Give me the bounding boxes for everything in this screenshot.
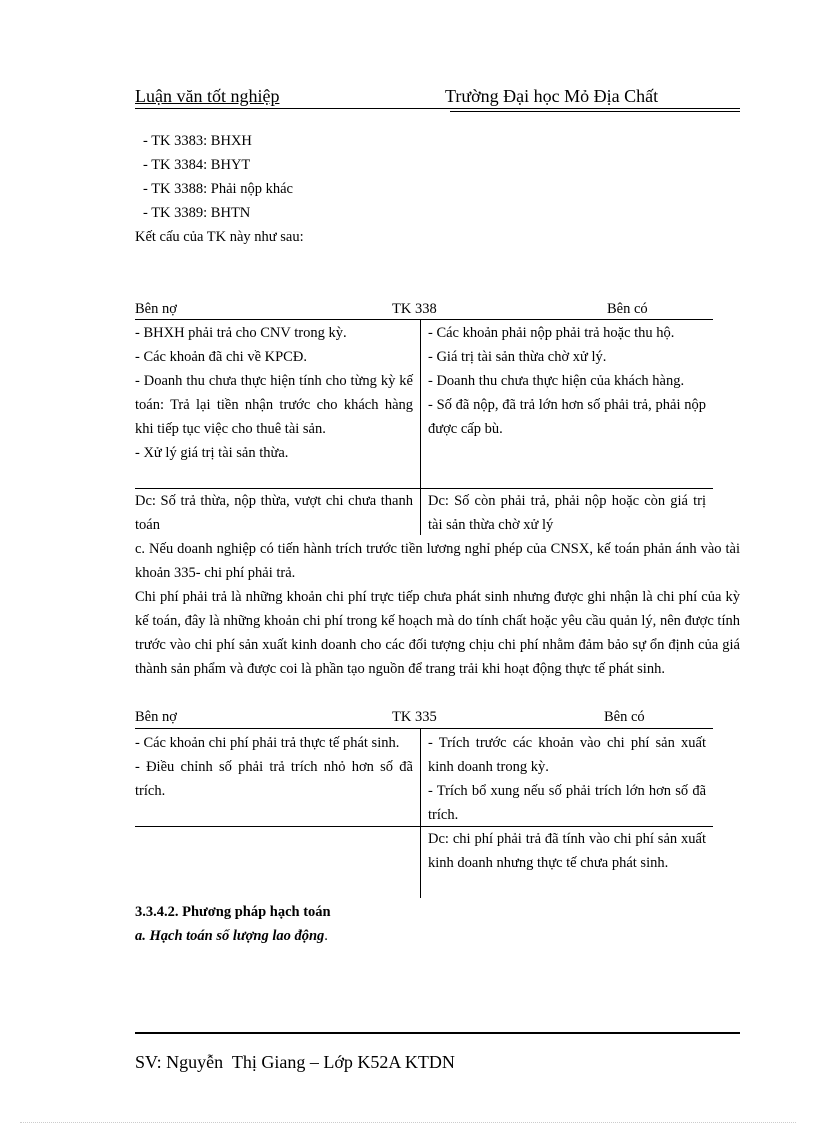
t335-credit-label: Bên có	[604, 709, 645, 725]
t338-debit-line: - BHXH phải trả cho CNV trong kỳ.	[135, 325, 347, 341]
footer-rule	[135, 1032, 740, 1034]
t338-credit-col	[428, 321, 706, 441]
paragraph-c: c. Nếu doanh nghiệp có tiến hành trích trước tiền lương nghỉ phép của CNSX, kế toán phản ánh vào tài khoản 335- chi phí phải trả.	[135, 541, 740, 581]
t335-debit-line: - Các khoản chi phí phải trả thực tế phát sinh.	[135, 735, 400, 751]
t335-credit-col	[428, 731, 706, 827]
header-thesis-label: Luận văn tốt nghiệp	[135, 86, 280, 106]
t338-credit-balance: Dc: Số còn phải trả, phải nộp hoặc còn giá trị tài sản thừa chờ xử lý	[428, 493, 706, 533]
t338-credit-line: - Giá trị tài sản thừa chờ xử lý.	[428, 349, 607, 365]
t338-credit-label: Bên có	[607, 301, 648, 317]
t338-debit-line: - Xử lý giá trị tài sản thừa.	[135, 445, 289, 461]
header-rule	[135, 108, 740, 109]
subsection-heading: a. Hạch toán số lượng lao động	[135, 928, 325, 944]
t335-account: TK 335	[392, 709, 437, 725]
header-rule-double	[450, 111, 740, 112]
t338-debit-col	[135, 321, 413, 465]
subsection-heading-line	[135, 924, 328, 948]
account-3389: - TK 3389: BHTN	[143, 205, 251, 221]
account-3388: - TK 3388: Phải nộp khác	[143, 181, 293, 197]
header-university: Trường Đại học Mỏ Địa Chất	[445, 86, 659, 106]
t338-account: TK 338	[392, 301, 437, 317]
paragraph-definition: Chi phí phải trả là những khoản chi phí trực tiếp chưa phát sinh nhưng được ghi nhận là chi phí của kỳ kế toán, đây là những khoản chi phí trong kế hoạch mà do tính chất hoặc yêu cầu quản lý, nên được tính trước vào chi phí sản xuất kinh doanh cho các đối tượng chịu chi phí nhằm đảm bảo sự ổn định của giá thành sản phẩm và được coi là phần tạo nguồn để trang trải khi hoạt động thực tế phát sinh.	[135, 589, 740, 677]
t335-debit-label: Bên nợ	[135, 709, 177, 725]
t338-debit-label: Bên nợ	[135, 301, 177, 317]
section-heading: 3.3.4.2. Phương pháp hạch toán	[135, 904, 331, 920]
subsection-tail: .	[324, 928, 328, 944]
t338-debit-line: - Doanh thu chưa thực hiện tính cho từng kỳ kế toán: Trả lại tiền nhận trước cho khách hàng khi tiếp tục việc cho thuê tài sản.	[135, 373, 413, 437]
t338-debit-balance: Dc: Số trả thừa, nộp thừa, vượt chi chưa thanh toán	[135, 493, 413, 533]
t338-credit-line: - Doanh thu chưa thực hiện của khách hàng.	[428, 373, 685, 389]
footer-student: SV: Nguyễn Thị Giang – Lớp K52A KTDN	[135, 1052, 455, 1072]
t338-top-rule	[135, 319, 713, 320]
t335-credit-line: - Trích trước các khoản vào chi phí sản xuất kinh doanh trong kỳ.	[428, 735, 706, 775]
t338-credit-line: - Số đã nộp, đã trả lớn hơn số phải trả, phải nộp được cấp bù.	[428, 397, 706, 437]
account-3384: - TK 3384: BHYT	[143, 157, 251, 173]
t338-debit-line: - Các khoản đã chi về KPCĐ.	[135, 349, 307, 365]
page-header	[135, 86, 740, 110]
t335-debit-col	[135, 731, 413, 803]
t335-debit-line: - Điều chỉnh số phải trả trích nhỏ hơn số đã trích.	[135, 759, 413, 799]
t335-divider	[420, 728, 421, 898]
t335-top-rule	[135, 728, 713, 729]
t335-credit-balance: Dc: chi phí phải trả đã tính vào chi phí sản xuất kinh doanh nhưng thực tế chưa phát sinh.	[428, 831, 706, 871]
t335-credit-line: - Trích bổ xung nếu số phải trích lớn hơn số đã trích.	[428, 783, 706, 823]
account-3383: - TK 3383: BHXH	[143, 133, 252, 149]
t338-credit-line: - Các khoản phải nộp phải trả hoặc thu hộ.	[428, 325, 675, 341]
structure-intro: Kết cấu của TK này như sau:	[135, 229, 304, 245]
t338-divider	[420, 319, 421, 535]
